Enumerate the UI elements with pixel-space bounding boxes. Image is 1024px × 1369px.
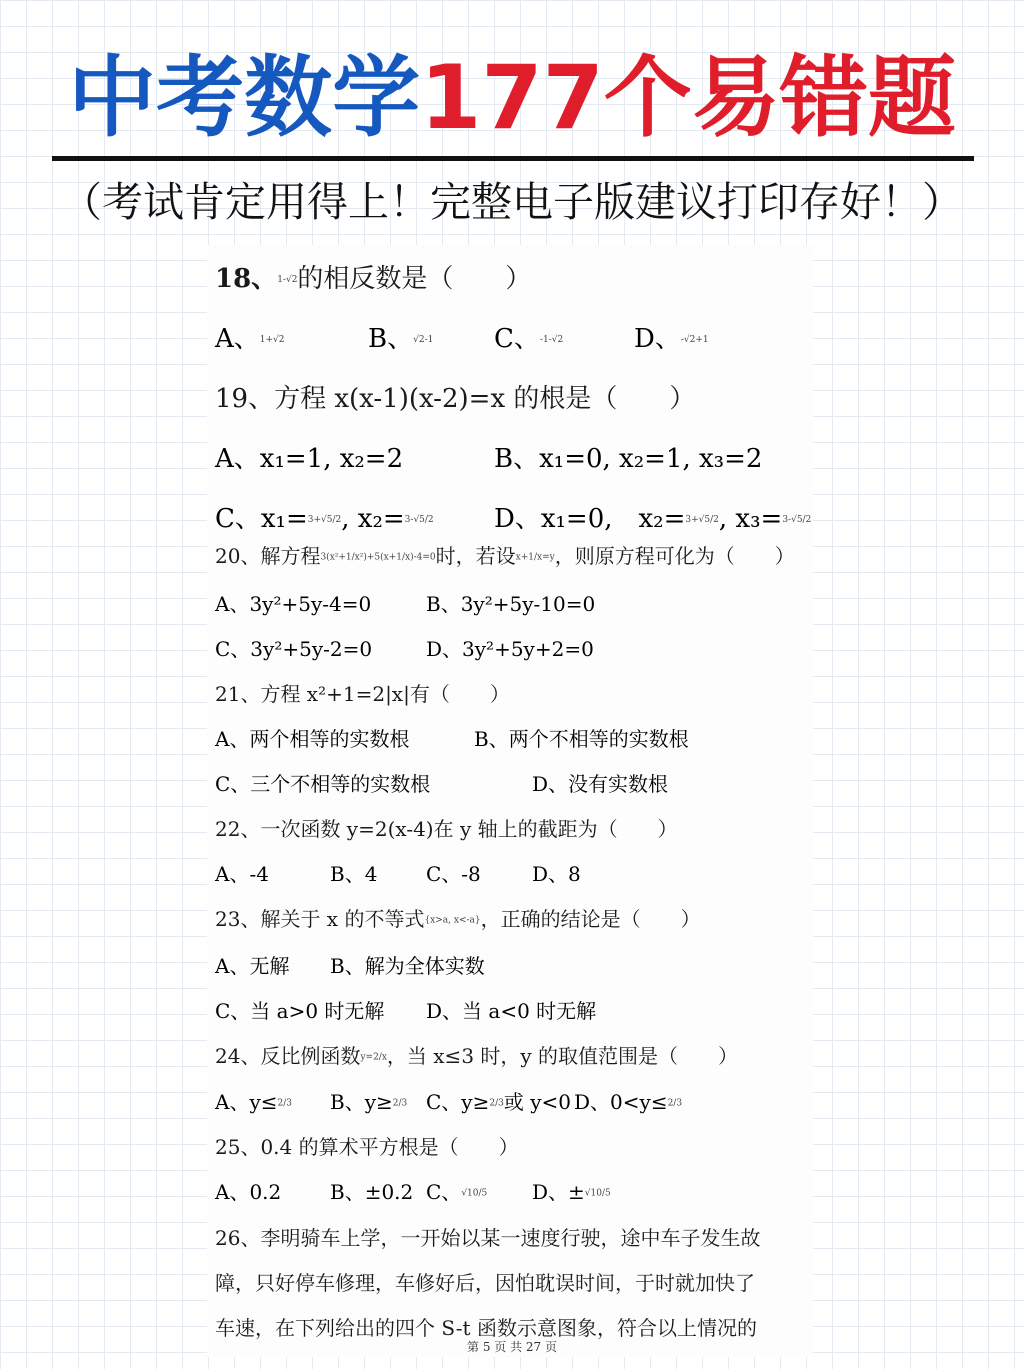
question-22-option-a: A、-4 xyxy=(215,862,269,886)
math-expression: 1-√2 xyxy=(277,275,298,285)
question-23-option-d: D、当 a<0 时无解 xyxy=(426,999,597,1023)
title-red-part: 177个易错题 xyxy=(420,46,956,149)
question-23-option-a: A、无解 xyxy=(215,954,290,978)
title-blue-part: 中考数学 xyxy=(68,46,421,149)
question-21-option-c: C、三个不相等的实数根 xyxy=(215,772,431,796)
question-25-option-a: A、0.2 xyxy=(215,1180,282,1204)
question-21-stem: 21、方程 x²+1=2|x|有（ ） xyxy=(215,682,510,706)
question-24-option-b: B、y≥2/3 xyxy=(330,1090,408,1114)
question-18-option-b: B、√2-1 xyxy=(368,324,434,354)
question-20-option-d: D、3y²+5y+2=0 xyxy=(426,637,594,661)
question-25-option-c: C、√10/5 xyxy=(426,1180,488,1204)
math-expression: {x>a, x<-a} xyxy=(424,915,481,926)
title-underline xyxy=(52,156,974,161)
question-24-stem: 24、反比例函数y=2/x，当 x≤3 时，y 的取值范围是（ ） xyxy=(215,1044,739,1068)
question-21-option-b: B、两个不相等的实数根 xyxy=(474,727,689,751)
question-23-stem: 23、解关于 x 的不等式{x>a, x<-a}，正确的结论是（ ） xyxy=(215,907,701,931)
question-22-stem: 22、一次函数 y=2(x-4)在 y 轴上的截距为（ ） xyxy=(215,817,678,841)
question-21-option-a: A、两个相等的实数根 xyxy=(215,727,410,751)
math-expression: x+1/x=y xyxy=(515,552,555,563)
page-footer: 第 5 页 共 27 页 xyxy=(467,1340,557,1354)
page-title xyxy=(0,40,1024,155)
question-25-stem: 25、0.4 的算术平方根是（ ） xyxy=(215,1135,519,1159)
question-25-option-d: D、±√10/5 xyxy=(532,1180,611,1204)
question-24-option-d: D、0<y≤2/3 xyxy=(574,1090,683,1114)
question-19-option-a: A、x₁=1, x₂=2 xyxy=(215,444,404,474)
question-20-option-b: B、3y²+5y-10=0 xyxy=(426,592,596,616)
question-26-line-3: 车速，在下列给出的四个 S-t 函数示意图象，符合以上情况的 xyxy=(215,1316,757,1340)
question-20-stem: 20、解方程3(x²+1/x²)+5(x+1/x)-4=0时，若设x+1/x=y，则原方程可化为（ ） xyxy=(215,544,795,568)
question-19-option-b: B、x₁=0, x₂=1, x₃=2 xyxy=(494,444,763,474)
question-24-option-a: A、y≤2/3 xyxy=(215,1090,292,1114)
question-24-option-c: C、y≥2/3或 y<0 xyxy=(426,1090,571,1114)
question-20-option-a: A、3y²+5y-4=0 xyxy=(215,592,372,616)
question-21-option-d: D、没有实数根 xyxy=(532,772,669,796)
question-23-option-c: C、当 a>0 时无解 xyxy=(215,999,385,1023)
question-25-option-b: B、±0.2 xyxy=(330,1180,414,1204)
question-18-option-a: A、1+√2 xyxy=(215,324,285,354)
question-22-option-c: C、-8 xyxy=(426,862,481,886)
question-22-option-b: B、4 xyxy=(330,862,378,886)
subtitle: （考试肯定用得上！完整电子版建议打印存好！） xyxy=(61,178,963,226)
question-18-stem: 18、1-√2的相反数是（ ） xyxy=(215,264,532,294)
question-19-option-d: D、x₁=0, x₂=3+√5/2, x₃=3-√5/2 xyxy=(494,504,812,534)
question-26-line-1: 26、李明骑车上学，一开始以某一速度行驶，途中车子发生故 xyxy=(215,1226,761,1250)
question-18-option-c: C、-1-√2 xyxy=(494,324,564,354)
question-19-stem: 19、方程 x(x-1)(x-2)=x 的根是（ ） xyxy=(215,384,696,414)
question-22-option-d: D、8 xyxy=(532,862,581,886)
math-expression: 3(x²+1/x²)+5(x+1/x)-4=0 xyxy=(320,552,436,563)
question-23-option-b: B、解为全体实数 xyxy=(330,954,485,978)
question-26-line-2: 障，只好停车修理，车修好后，因怕耽误时间，于时就加快了 xyxy=(215,1271,755,1295)
question-18-option-d: D、-√2+1 xyxy=(634,324,709,354)
question-20-option-c: C、3y²+5y-2=0 xyxy=(215,637,373,661)
question-19-option-c: C、x₁=3+√5/2, x₂=3-√5/2 xyxy=(215,504,434,534)
math-expression: y=2/x xyxy=(360,1052,387,1063)
